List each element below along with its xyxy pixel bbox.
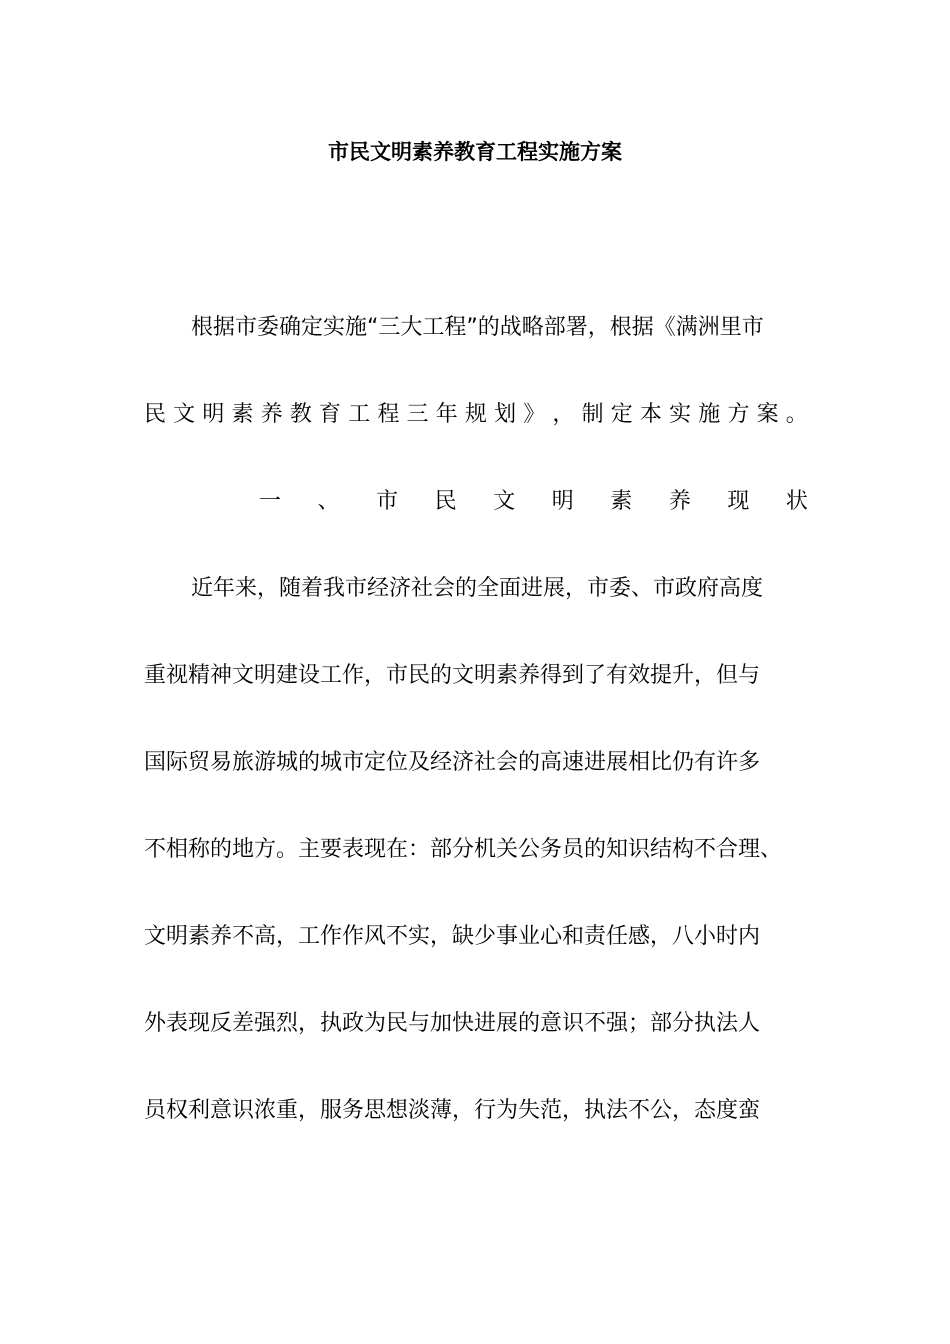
text-char: 年: [435, 402, 458, 427]
text-char: 划: [494, 402, 517, 427]
text-char: 素: [231, 402, 254, 427]
text-char: 育: [319, 402, 342, 427]
text-char: 明: [551, 489, 574, 514]
document-title: 市民文明素养教育工程实施方案: [328, 140, 622, 164]
text-char: 文: [173, 402, 196, 427]
text-char: 文: [493, 489, 516, 514]
text-char: 现: [727, 489, 750, 514]
text-char: 教: [289, 402, 312, 427]
text-char: 方: [727, 402, 750, 427]
text-char: 民: [144, 402, 167, 427]
section-heading: [259, 484, 808, 520]
text-char: 案: [756, 402, 779, 427]
paragraph-line: 重视精神文明建设工作，市民的文明素养得到了有效提升，但与: [144, 663, 761, 688]
text-char: 状: [785, 489, 808, 514]
text-char: 民: [434, 489, 457, 514]
text-char: 施: [698, 402, 721, 427]
text-char: 》: [523, 402, 546, 427]
text-char: 三: [406, 402, 429, 427]
text-char: 程: [377, 402, 400, 427]
text-char: 制: [581, 402, 604, 427]
text-char: 市: [376, 489, 399, 514]
text-char: 定: [610, 402, 633, 427]
text-char: 一: [259, 489, 282, 514]
paragraph-line: 员权利意识浓重，服务思想淡薄，行为失范，执法不公，态度蛮: [144, 1098, 761, 1123]
text-char: 养: [260, 402, 283, 427]
paragraph-line: 外表现反差强烈，执政为民与加快进展的意识不强；部分执法人: [144, 1011, 761, 1036]
paragraph-line: [144, 397, 808, 433]
text-char: 养: [668, 489, 691, 514]
text-char: 。: [785, 402, 808, 427]
paragraph-line: 文明素养不高，工作作风不实，缺少事业心和责任感，八小时内: [144, 924, 761, 949]
text-char: 规: [464, 402, 487, 427]
text-char: 实: [669, 402, 692, 427]
paragraph-line: 根据市委确定实施“三大工程”的战略部署，根据《满洲里市: [191, 315, 764, 340]
paragraph-line: 近年来，随着我市经济社会的全面进展，市委、市政府高度: [191, 576, 764, 601]
text-char: 工: [348, 402, 371, 427]
text-char: 素: [610, 489, 633, 514]
paragraph-line: 不相称的地方。主要表现在：部分机关公务员的知识结构不合理、: [144, 837, 783, 862]
text-char: 明: [202, 402, 225, 427]
text-char: ，: [552, 402, 575, 427]
text-char: 、: [317, 489, 340, 514]
paragraph-line: 国际贸易旅游城的城市定位及经济社会的高速进展相比仍有许多: [144, 750, 761, 775]
text-char: 本: [639, 402, 662, 427]
